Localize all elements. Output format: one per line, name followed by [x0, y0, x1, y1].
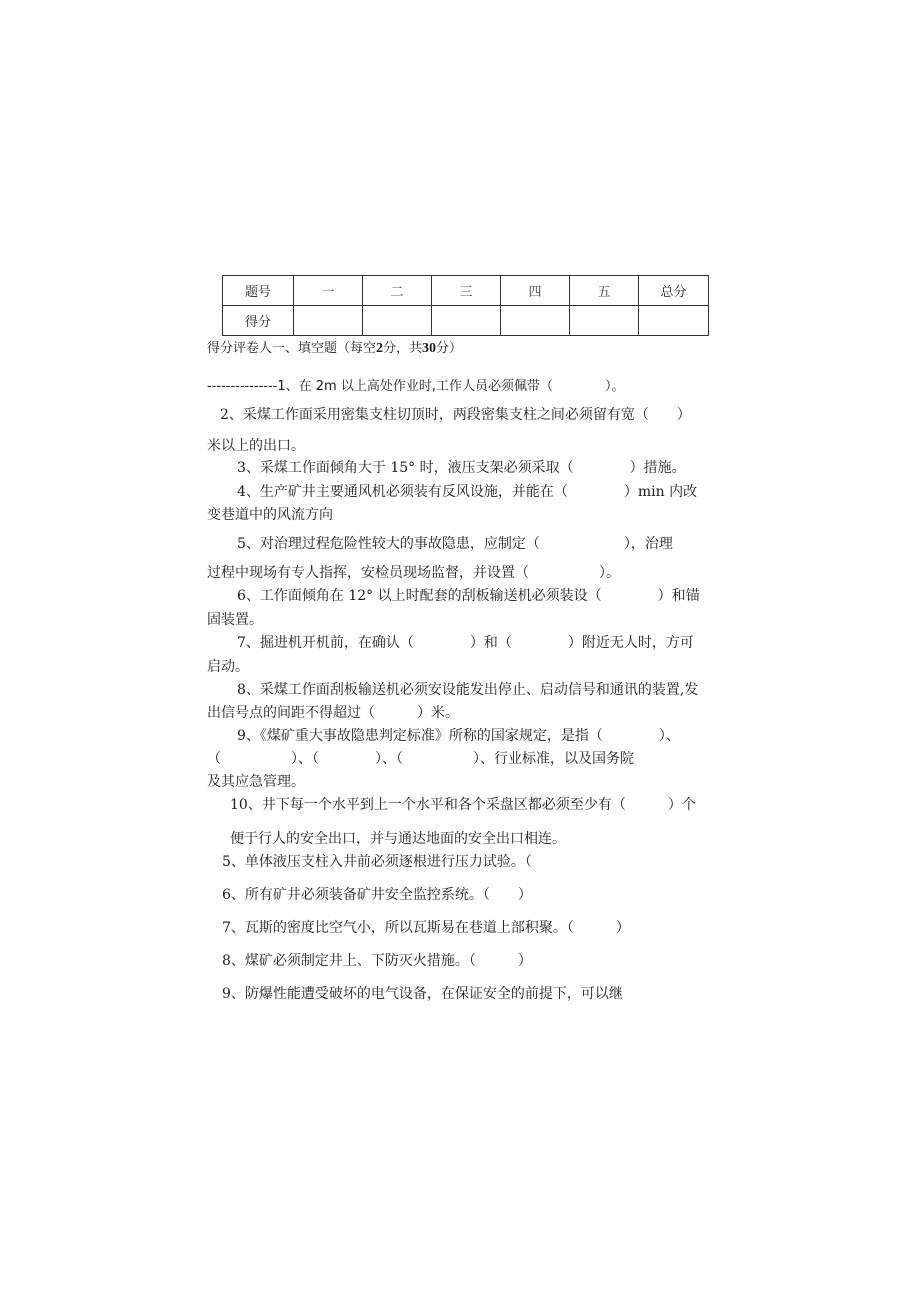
question-line: 9、防爆性能遭受破坏的电气设备，在保证安全的前提下，可以继	[222, 986, 623, 1002]
score-cell	[432, 306, 501, 336]
table-header-cell: 一	[294, 276, 363, 306]
question-line: 2、采煤工作面采用密集支柱切顶时，两段密集支柱之间必须留有宽（ ）	[220, 407, 691, 423]
score-cell	[294, 306, 363, 336]
question-line: 6、工作面倾角在 12° 以上时配套的刮板输送机必须装设（ ）和锚	[237, 588, 700, 604]
question-line: 启动。	[207, 659, 249, 675]
question-line: 便于行人的安全出口，并与通达地面的安全出口相连。	[230, 831, 566, 847]
score-table-score-row	[223, 306, 709, 336]
question-line: （ ）、（ ）、（ ）、行业标准，以及国务院	[207, 751, 634, 767]
question-line: 4、生产矿井主要通风机必须装有反风设施，并能在（ ）min 内改	[237, 484, 698, 500]
question-line: ---------------1、在 2m 以上高处作业时,工作人员必须佩带（ ）。	[207, 379, 625, 394]
question-line: 8、采煤工作面刮板输送机必须安设能发出停止、启动信号和通讯的装置,发	[237, 682, 699, 698]
question-line: 9、《煤矿重大事故隐患判定标准》所称的国家规定，是指（ ）、	[237, 728, 680, 744]
table-header-cell: 四	[501, 276, 570, 306]
score-table-header-row	[223, 276, 709, 306]
question-line: 6、所有矿井必须装备矿井安全监控系统。（ ）	[222, 887, 532, 903]
question-line: 固装置。	[207, 612, 263, 628]
score-table	[222, 275, 709, 336]
score-cell	[501, 306, 570, 336]
question-line: 出信号点的间距不得超过（ ）米。	[207, 705, 459, 721]
score-cell	[639, 306, 709, 336]
question-line: 变巷道中的风流方向	[207, 507, 333, 523]
question-line: 7、瓦斯的密度比空气小，所以瓦斯易在巷道上部积聚。（ ）	[222, 920, 630, 936]
question-line: 5、单体液压支柱入井前必须逐根进行压力试验。（	[222, 854, 532, 870]
table-header-cell: 题号	[223, 276, 294, 306]
table-header-cell: 五	[570, 276, 639, 306]
question-line: 米以上的出口。	[207, 438, 305, 454]
table-row-label: 得分	[223, 306, 294, 336]
question-line: 过程中现场有专人指挥，安检员现场监督，并设置（ ）。	[207, 565, 620, 581]
table-header-cell: 三	[432, 276, 501, 306]
score-cell	[363, 306, 432, 336]
question-line: 10、井下每一个水平到上一个水平和各个采盘区都必须至少有（ ）个	[230, 797, 696, 813]
score-cell	[570, 306, 639, 336]
question-line: 7、掘进机开机前，在确认（ ）和（ ）附近无人时，方可	[237, 635, 694, 651]
question-line: 8、煤矿必须制定井上、下防灭火措施。（ ）	[222, 953, 532, 969]
table-header-cell: 总分	[639, 276, 709, 306]
table-header-cell: 二	[363, 276, 432, 306]
section-heading: 得分评卷人一、填空题（每空2分，共30分）	[207, 341, 463, 356]
question-line: 3、采煤工作面倾角大于 15° 时，液压支架必须采取（ ）措施。	[237, 460, 686, 476]
question-line: 及其应急管理。	[207, 774, 305, 790]
question-line: 5、对治理过程危险性较大的事故隐患，应制定（ ），治理	[237, 536, 673, 552]
